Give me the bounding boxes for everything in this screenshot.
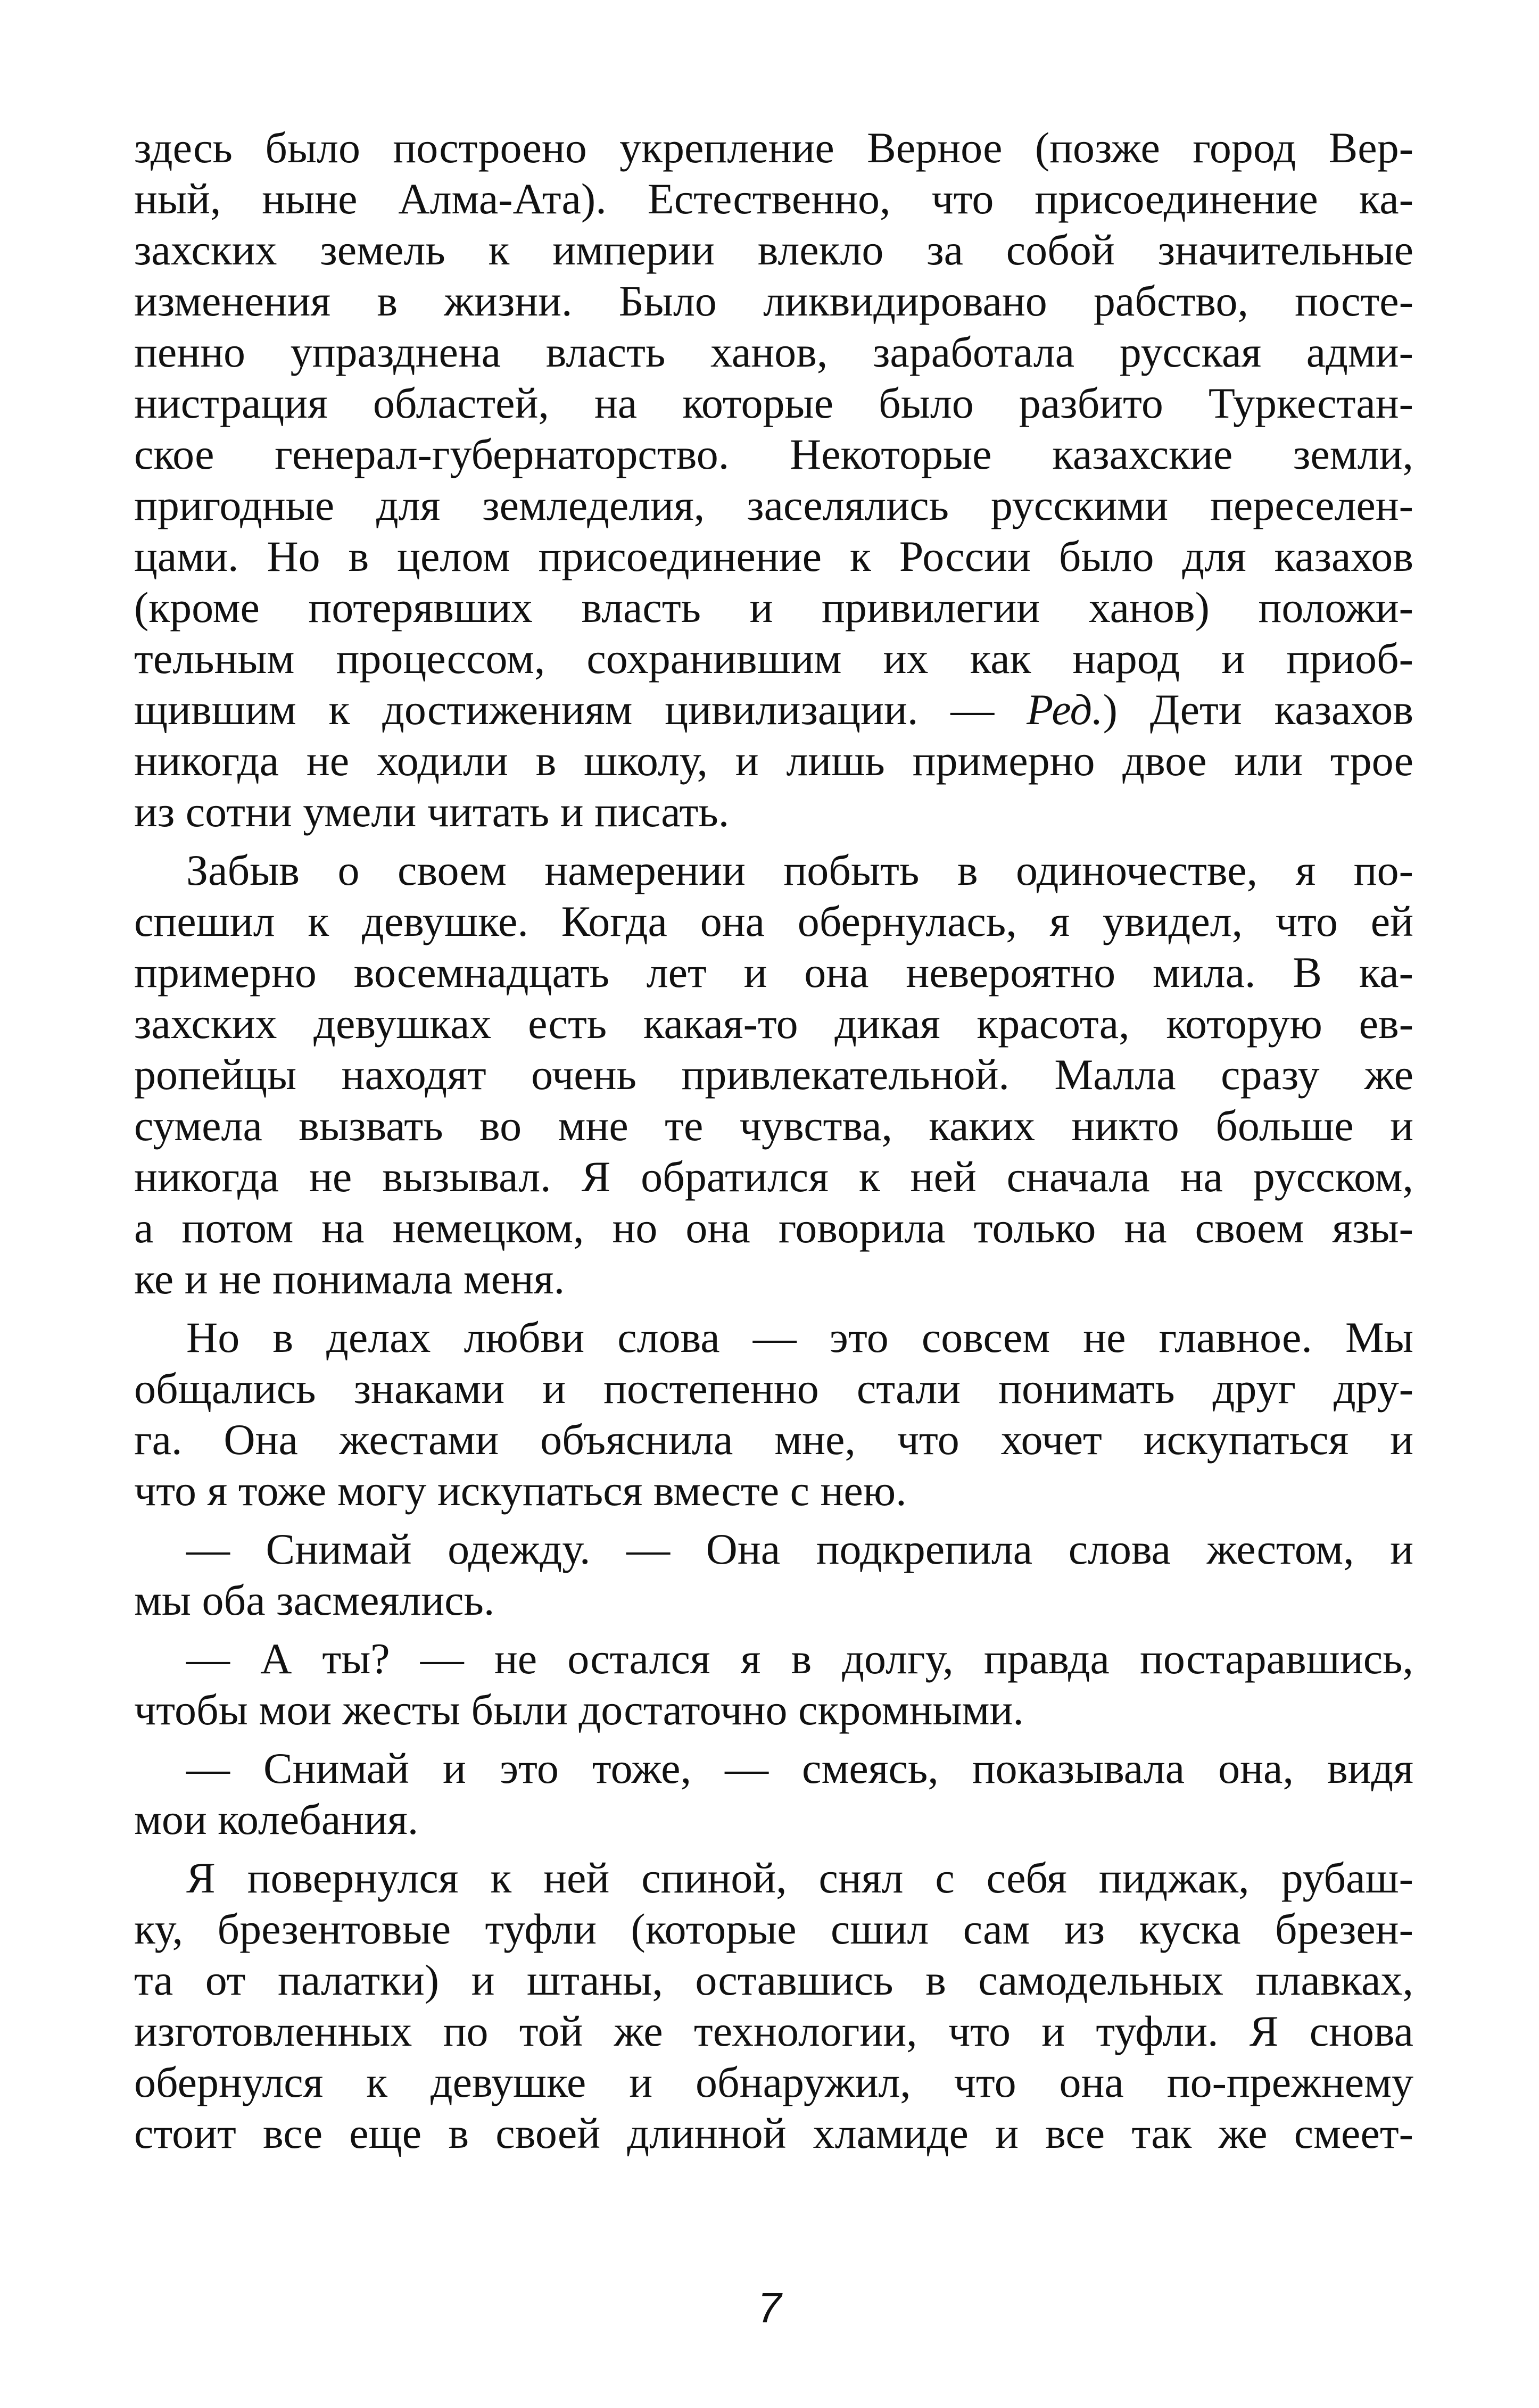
dialogue-line-1 xyxy=(134,1524,1413,1626)
text-line: захских земель к империи влекло за собой значительные xyxy=(134,226,1413,274)
text-line: ный, ныне Алма-Ата). Естественно, что присоединение ка- xyxy=(134,175,1413,223)
text-line: чтобы мои жесты были достаточно скромными. xyxy=(134,1685,1024,1734)
text-line: ке и не понимала меня. xyxy=(134,1255,565,1303)
text-line: что я тоже могу искупаться вместе с нею. xyxy=(134,1466,907,1515)
text-line: примерно восемнадцать лет и она невероятно мила. В ка- xyxy=(134,948,1413,997)
paragraph-3 xyxy=(134,1312,1413,1516)
text-line: изменения в жизни. Было ликвидировано рабство, посте- xyxy=(134,277,1413,325)
text-line: ропейцы находят очень привлекательной. Малла сразу же xyxy=(134,1050,1413,1099)
text-line: цами. Но в целом присоединение к России было для казахов xyxy=(134,532,1413,580)
text-line: тельным процессом, сохранившим их как народ и приоб- xyxy=(134,634,1413,683)
dialogue-line-2 xyxy=(134,1633,1413,1736)
text-line: Но в делах любви слова — это совсем не главное. Мы xyxy=(186,1313,1413,1361)
text-line-editor-note xyxy=(134,684,1413,735)
text-run: ) Дети казахов xyxy=(1103,685,1413,734)
text-line: стоит все еще в своей длинной хламиде и все так же смеет- xyxy=(134,2109,1413,2157)
paragraph-7 xyxy=(134,1853,1413,2159)
text-line: общались знаками и постепенно стали понимать друг дру- xyxy=(134,1364,1413,1413)
text-line: та от палатки) и штаны, оставшись в самодельных плавках, xyxy=(134,1956,1413,2004)
body-text xyxy=(134,122,1413,2159)
paragraph-1 xyxy=(134,122,1413,837)
text-line: — Снимай и это тоже, — смеясь, показывала она, видя xyxy=(186,1744,1413,1792)
text-line: — А ты? — не остался я в долгу, правда постаравшись, xyxy=(186,1634,1413,1683)
page-number: 7 xyxy=(757,2284,782,2331)
dialogue-line-3 xyxy=(134,1743,1413,1845)
text-line: пригодные для земледелия, заселялись русскими переселен- xyxy=(134,481,1413,529)
text-line: обернулся к девушке и обнаружил, что она по-прежнему xyxy=(134,2058,1413,2106)
text-line: Я повернулся к ней спиной, снял с себя пиджак, рубаш- xyxy=(186,1854,1413,1902)
text-line: Забыв о своем намерении побыть в одиночестве, я по- xyxy=(186,846,1413,894)
text-line: никогда не вызывал. Я обратился к ней сначала на русском, xyxy=(134,1152,1413,1201)
text-line: захских девушках есть какая-то дикая красота, которую ев- xyxy=(134,999,1413,1048)
text-line: мы оба засмеялись. xyxy=(134,1576,495,1624)
text-line: из сотни умели читать и писать. xyxy=(134,787,730,836)
text-line: ское генерал-губернаторство. Некоторые казахские земли, xyxy=(134,430,1413,478)
paragraph-2 xyxy=(134,845,1413,1305)
text-run: щившим к достижениям цивилизации. — xyxy=(134,685,1027,734)
text-line: пенно упразднена власть ханов, заработала русская адми- xyxy=(134,328,1413,376)
text-line: спешил к девушке. Когда она обернулась, я увидел, что ей xyxy=(134,897,1413,945)
text-line: здесь было построено укрепление Верное (позже город Вер- xyxy=(134,123,1413,172)
text-line: мои колебания. xyxy=(134,1795,419,1844)
text-line: а потом на немецком, но она говорила только на своем язы- xyxy=(134,1203,1413,1252)
text-line: — Снимай одежду. — Она подкрепила слова жестом, и xyxy=(186,1525,1413,1573)
text-line: сумела вызвать во мне те чувства, каких никто больше и xyxy=(134,1101,1413,1150)
text-line: ку, брезентовые туфли (которые сшил сам из куска брезен- xyxy=(134,1905,1413,1953)
text-line: никогда не ходили в школу, и лишь примерно двое или трое xyxy=(134,736,1413,785)
editor-abbreviation: Ред. xyxy=(1027,685,1103,734)
text-line: нистрация областей, на которые было разбито Туркестан- xyxy=(134,379,1413,427)
text-line: га. Она жестами объяснила мне, что хочет искупаться и xyxy=(134,1415,1413,1464)
text-line: (кроме потерявших власть и привилегии ханов) положи- xyxy=(134,583,1413,632)
text-line: изготовленных по той же технологии, что и туфли. Я снова xyxy=(134,2007,1413,2055)
